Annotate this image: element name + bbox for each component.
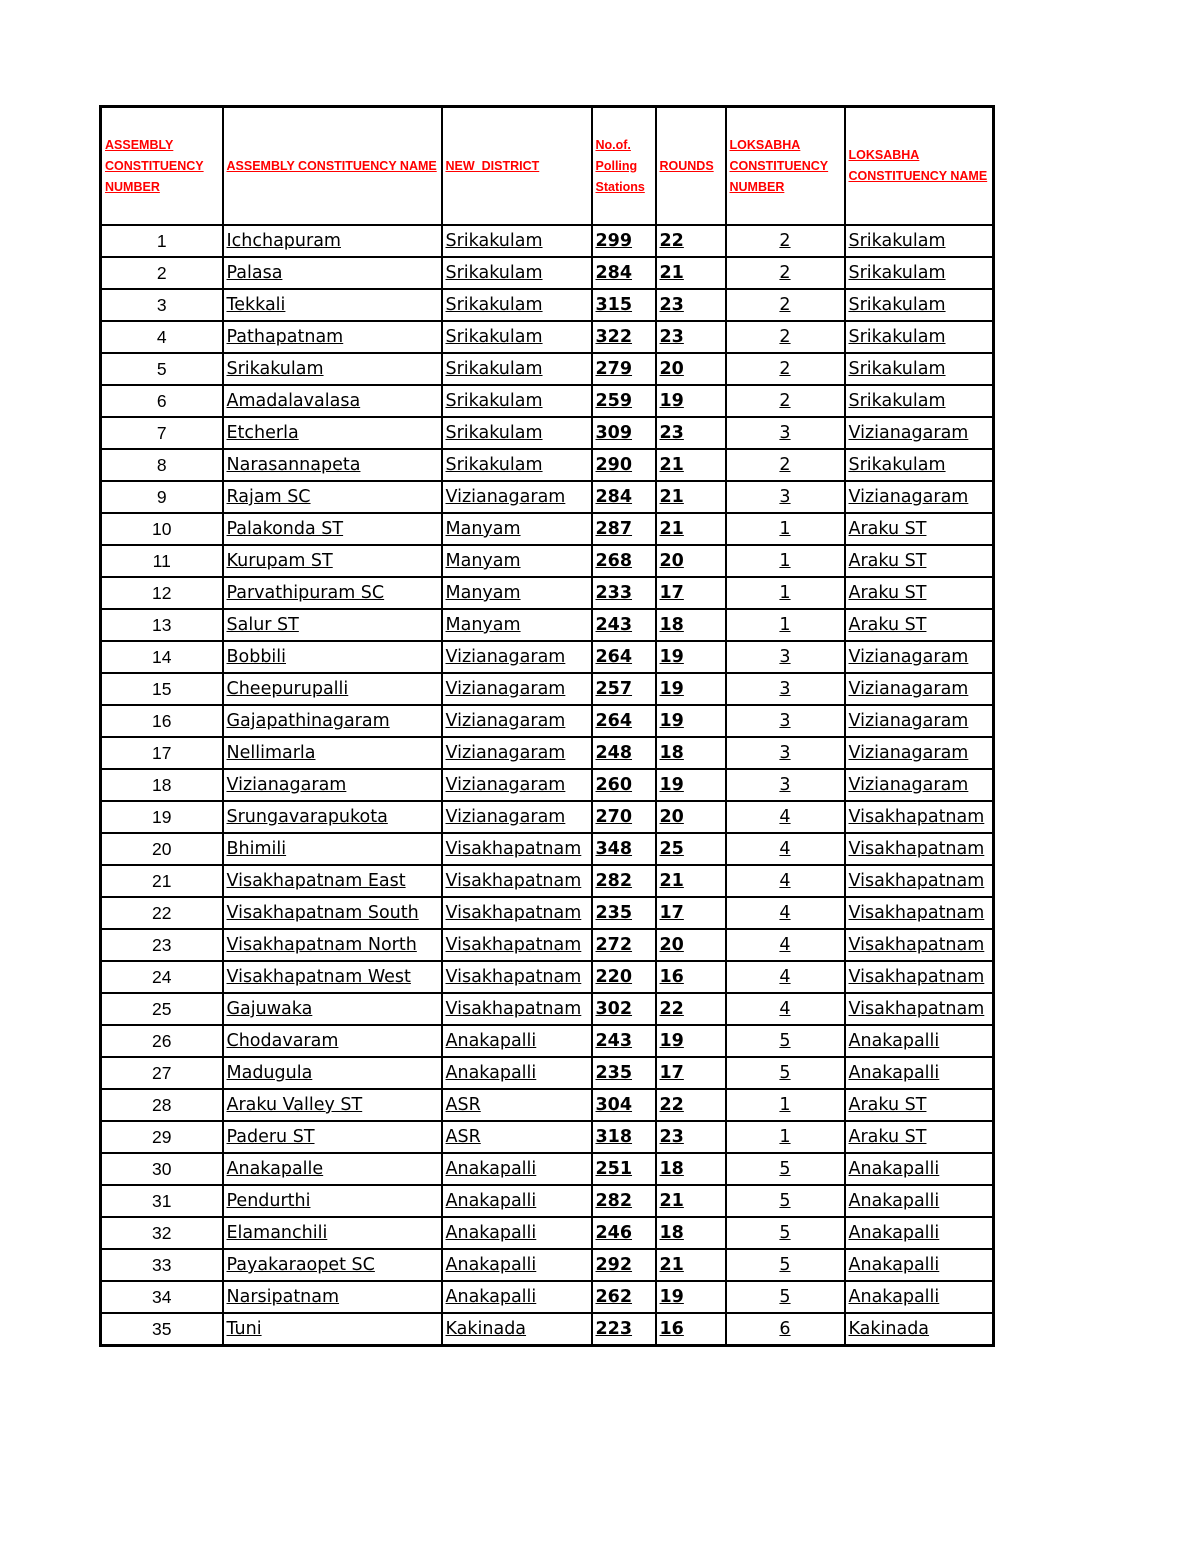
ls-number-cell: 3 bbox=[726, 769, 845, 801]
ac-number-cell: 5 bbox=[101, 353, 223, 385]
table-row bbox=[101, 833, 994, 865]
ac-name-cell: Rajam SC bbox=[223, 481, 442, 513]
polling-stations-cell: 284 bbox=[592, 481, 656, 513]
ac-number-cell: 18 bbox=[101, 769, 223, 801]
polling-stations-cell: 260 bbox=[592, 769, 656, 801]
ac-name-cell: Pendurthi bbox=[223, 1185, 442, 1217]
ac-number-cell: 9 bbox=[101, 481, 223, 513]
rounds-cell: 16 bbox=[656, 1313, 726, 1346]
ac-name-cell: Tuni bbox=[223, 1313, 442, 1346]
rounds-cell: 20 bbox=[656, 801, 726, 833]
district-cell: Anakapalli bbox=[442, 1281, 592, 1313]
ls-name-cell: Visakhapatnam bbox=[845, 865, 994, 897]
ac-name-cell: Bobbili bbox=[223, 641, 442, 673]
ac-name-cell: Srungavarapukota bbox=[223, 801, 442, 833]
rounds-cell: 20 bbox=[656, 353, 726, 385]
ac-name-cell: Cheepurupalli bbox=[223, 673, 442, 705]
table-row bbox=[101, 1121, 994, 1153]
ac-name-cell: Araku Valley ST bbox=[223, 1089, 442, 1121]
ls-number-cell: 5 bbox=[726, 1025, 845, 1057]
ls-number-cell: 2 bbox=[726, 225, 845, 257]
table-body bbox=[101, 225, 994, 1346]
polling-stations-cell: 318 bbox=[592, 1121, 656, 1153]
ac-name-cell: Parvathipuram SC bbox=[223, 577, 442, 609]
polling-stations-cell: 279 bbox=[592, 353, 656, 385]
polling-stations-cell: 292 bbox=[592, 1249, 656, 1281]
header-district bbox=[442, 107, 592, 226]
ls-number-cell: 4 bbox=[726, 801, 845, 833]
polling-stations-cell: 235 bbox=[592, 897, 656, 929]
rounds-cell: 19 bbox=[656, 641, 726, 673]
table-row bbox=[101, 1313, 994, 1346]
ls-number-cell: 1 bbox=[726, 545, 845, 577]
ls-name-cell: Anakapalli bbox=[845, 1025, 994, 1057]
ac-name-cell: Anakapalle bbox=[223, 1153, 442, 1185]
rounds-cell: 23 bbox=[656, 1121, 726, 1153]
rounds-cell: 17 bbox=[656, 897, 726, 929]
ac-number-cell: 10 bbox=[101, 513, 223, 545]
district-cell: Srikakulam bbox=[442, 321, 592, 353]
ls-number-cell: 5 bbox=[726, 1217, 845, 1249]
district-cell: Srikakulam bbox=[442, 225, 592, 257]
rounds-cell: 17 bbox=[656, 577, 726, 609]
ls-number-cell: 5 bbox=[726, 1185, 845, 1217]
ls-number-cell: 4 bbox=[726, 961, 845, 993]
ls-number-cell: 4 bbox=[726, 865, 845, 897]
ac-number-cell: 27 bbox=[101, 1057, 223, 1089]
table-row bbox=[101, 1281, 994, 1313]
ac-name-cell: Amadalavalasa bbox=[223, 385, 442, 417]
ac-number-cell: 17 bbox=[101, 737, 223, 769]
table-row bbox=[101, 801, 994, 833]
header-ls-name bbox=[845, 107, 994, 226]
polling-stations-cell: 282 bbox=[592, 865, 656, 897]
ls-name-cell: Araku ST bbox=[845, 1121, 994, 1153]
district-cell: Vizianagaram bbox=[442, 641, 592, 673]
rounds-cell: 21 bbox=[656, 481, 726, 513]
ls-name-cell: Vizianagaram bbox=[845, 737, 994, 769]
header-ls-number bbox=[726, 107, 845, 226]
ac-number-cell: 35 bbox=[101, 1313, 223, 1346]
polling-stations-cell: 246 bbox=[592, 1217, 656, 1249]
rounds-cell: 18 bbox=[656, 1153, 726, 1185]
table-row bbox=[101, 481, 994, 513]
ls-number-cell: 1 bbox=[726, 1121, 845, 1153]
ac-number-cell: 15 bbox=[101, 673, 223, 705]
ls-number-cell: 5 bbox=[726, 1057, 845, 1089]
district-cell: Anakapalli bbox=[442, 1153, 592, 1185]
rounds-cell: 21 bbox=[656, 865, 726, 897]
table-row bbox=[101, 417, 994, 449]
table-row bbox=[101, 641, 994, 673]
ac-name-cell: Bhimili bbox=[223, 833, 442, 865]
ac-number-cell: 8 bbox=[101, 449, 223, 481]
ac-number-cell: 16 bbox=[101, 705, 223, 737]
ls-number-cell: 5 bbox=[726, 1153, 845, 1185]
polling-stations-cell: 304 bbox=[592, 1089, 656, 1121]
district-cell: Anakapalli bbox=[442, 1217, 592, 1249]
polling-stations-cell: 223 bbox=[592, 1313, 656, 1346]
ac-name-cell: Etcherla bbox=[223, 417, 442, 449]
header-ac-number-label: ASSEMBLY CONSTITUENCY NUMBER bbox=[105, 137, 204, 194]
ac-number-cell: 13 bbox=[101, 609, 223, 641]
ac-name-cell: Gajapathinagaram bbox=[223, 705, 442, 737]
ac-name-cell: Tekkali bbox=[223, 289, 442, 321]
district-cell: Vizianagaram bbox=[442, 673, 592, 705]
ac-number-cell: 29 bbox=[101, 1121, 223, 1153]
rounds-cell: 22 bbox=[656, 1089, 726, 1121]
district-cell: Vizianagaram bbox=[442, 705, 592, 737]
district-cell: Vizianagaram bbox=[442, 737, 592, 769]
ac-number-cell: 23 bbox=[101, 929, 223, 961]
district-cell: Srikakulam bbox=[442, 417, 592, 449]
table-row bbox=[101, 1217, 994, 1249]
ac-number-cell: 30 bbox=[101, 1153, 223, 1185]
rounds-cell: 21 bbox=[656, 449, 726, 481]
ls-name-cell: Araku ST bbox=[845, 577, 994, 609]
ac-number-cell: 22 bbox=[101, 897, 223, 929]
header-row bbox=[101, 107, 994, 226]
table-row bbox=[101, 673, 994, 705]
rounds-cell: 21 bbox=[656, 513, 726, 545]
table-row bbox=[101, 1153, 994, 1185]
district-cell: Vizianagaram bbox=[442, 769, 592, 801]
polling-stations-cell: 233 bbox=[592, 577, 656, 609]
ac-number-cell: 34 bbox=[101, 1281, 223, 1313]
polling-stations-cell: 322 bbox=[592, 321, 656, 353]
table-row bbox=[101, 1185, 994, 1217]
ac-number-cell: 1 bbox=[101, 225, 223, 257]
ls-name-cell: Vizianagaram bbox=[845, 641, 994, 673]
table-row bbox=[101, 225, 994, 257]
constituency-table bbox=[99, 105, 995, 1347]
ls-name-cell: Srikakulam bbox=[845, 289, 994, 321]
ac-number-cell: 2 bbox=[101, 257, 223, 289]
header-rounds bbox=[656, 107, 726, 226]
district-cell: Anakapalli bbox=[442, 1249, 592, 1281]
ls-name-cell: Anakapalli bbox=[845, 1185, 994, 1217]
district-cell: Manyam bbox=[442, 513, 592, 545]
district-cell: ASR bbox=[442, 1121, 592, 1153]
rounds-cell: 18 bbox=[656, 609, 726, 641]
table-row bbox=[101, 321, 994, 353]
rounds-cell: 19 bbox=[656, 769, 726, 801]
ac-number-cell: 20 bbox=[101, 833, 223, 865]
table-row bbox=[101, 737, 994, 769]
ac-name-cell: Narasannapeta bbox=[223, 449, 442, 481]
ls-number-cell: 3 bbox=[726, 641, 845, 673]
polling-stations-cell: 251 bbox=[592, 1153, 656, 1185]
rounds-cell: 19 bbox=[656, 673, 726, 705]
ac-name-cell: Ichchapuram bbox=[223, 225, 442, 257]
ac-name-cell: Pathapatnam bbox=[223, 321, 442, 353]
ac-number-cell: 12 bbox=[101, 577, 223, 609]
rounds-cell: 17 bbox=[656, 1057, 726, 1089]
ls-name-cell: Araku ST bbox=[845, 609, 994, 641]
ls-name-cell: Srikakulam bbox=[845, 385, 994, 417]
ls-number-cell: 4 bbox=[726, 897, 845, 929]
ls-number-cell: 1 bbox=[726, 513, 845, 545]
polling-stations-cell: 220 bbox=[592, 961, 656, 993]
rounds-cell: 20 bbox=[656, 929, 726, 961]
ls-name-cell: Visakhapatnam bbox=[845, 833, 994, 865]
rounds-cell: 18 bbox=[656, 1217, 726, 1249]
ac-number-cell: 19 bbox=[101, 801, 223, 833]
district-cell: Manyam bbox=[442, 609, 592, 641]
polling-stations-cell: 287 bbox=[592, 513, 656, 545]
ls-name-cell: Kakinada bbox=[845, 1313, 994, 1346]
ac-number-cell: 32 bbox=[101, 1217, 223, 1249]
ac-name-cell: Madugula bbox=[223, 1057, 442, 1089]
ls-number-cell: 1 bbox=[726, 609, 845, 641]
ls-number-cell: 4 bbox=[726, 833, 845, 865]
district-cell: Vizianagaram bbox=[442, 801, 592, 833]
ls-name-cell: Anakapalli bbox=[845, 1217, 994, 1249]
ls-name-cell: Srikakulam bbox=[845, 225, 994, 257]
ls-number-cell: 3 bbox=[726, 705, 845, 737]
ac-name-cell: Nellimarla bbox=[223, 737, 442, 769]
ls-name-cell: Srikakulam bbox=[845, 353, 994, 385]
ls-name-cell: Vizianagaram bbox=[845, 417, 994, 449]
ac-number-cell: 3 bbox=[101, 289, 223, 321]
ls-name-cell: Anakapalli bbox=[845, 1249, 994, 1281]
table-row bbox=[101, 289, 994, 321]
district-cell: Anakapalli bbox=[442, 1185, 592, 1217]
rounds-cell: 23 bbox=[656, 321, 726, 353]
polling-stations-cell: 290 bbox=[592, 449, 656, 481]
ls-number-cell: 3 bbox=[726, 737, 845, 769]
ac-name-cell: Elamanchili bbox=[223, 1217, 442, 1249]
rounds-cell: 19 bbox=[656, 1025, 726, 1057]
ac-name-cell: Paderu ST bbox=[223, 1121, 442, 1153]
rounds-cell: 18 bbox=[656, 737, 726, 769]
district-cell: Srikakulam bbox=[442, 257, 592, 289]
table-row bbox=[101, 769, 994, 801]
ac-number-cell: 6 bbox=[101, 385, 223, 417]
district-cell: Visakhapatnam bbox=[442, 929, 592, 961]
ls-name-cell: Visakhapatnam bbox=[845, 801, 994, 833]
district-cell: Visakhapatnam bbox=[442, 833, 592, 865]
ac-number-cell: 14 bbox=[101, 641, 223, 673]
polling-stations-cell: 282 bbox=[592, 1185, 656, 1217]
district-cell: Srikakulam bbox=[442, 289, 592, 321]
district-cell: Srikakulam bbox=[442, 449, 592, 481]
header-ac-name-label: ASSEMBLY CONSTITUENCY NAME bbox=[226, 158, 437, 173]
header-ac-name bbox=[223, 107, 442, 226]
table-row bbox=[101, 1089, 994, 1121]
rounds-cell: 21 bbox=[656, 1249, 726, 1281]
ac-number-cell: 33 bbox=[101, 1249, 223, 1281]
rounds-cell: 22 bbox=[656, 225, 726, 257]
rounds-cell: 16 bbox=[656, 961, 726, 993]
header-rounds-label: ROUNDS bbox=[659, 158, 714, 173]
ac-number-cell: 26 bbox=[101, 1025, 223, 1057]
ls-name-cell: Anakapalli bbox=[845, 1281, 994, 1313]
table-row bbox=[101, 609, 994, 641]
table-row bbox=[101, 1057, 994, 1089]
ls-name-cell: Visakhapatnam bbox=[845, 993, 994, 1025]
district-cell: Visakhapatnam bbox=[442, 961, 592, 993]
district-cell: Vizianagaram bbox=[442, 481, 592, 513]
district-cell: Srikakulam bbox=[442, 385, 592, 417]
ac-name-cell: Visakhapatnam West bbox=[223, 961, 442, 993]
polling-stations-cell: 264 bbox=[592, 705, 656, 737]
rounds-cell: 25 bbox=[656, 833, 726, 865]
table-row bbox=[101, 513, 994, 545]
table-row bbox=[101, 1249, 994, 1281]
polling-stations-cell: 309 bbox=[592, 417, 656, 449]
polling-stations-cell: 259 bbox=[592, 385, 656, 417]
ac-number-cell: 24 bbox=[101, 961, 223, 993]
ls-name-cell: Srikakulam bbox=[845, 257, 994, 289]
rounds-cell: 21 bbox=[656, 257, 726, 289]
ls-number-cell: 1 bbox=[726, 577, 845, 609]
ac-number-cell: 7 bbox=[101, 417, 223, 449]
ls-name-cell: Anakapalli bbox=[845, 1153, 994, 1185]
polling-stations-cell: 248 bbox=[592, 737, 656, 769]
polling-stations-cell: 302 bbox=[592, 993, 656, 1025]
ac-name-cell: Narsipatnam bbox=[223, 1281, 442, 1313]
district-cell: Srikakulam bbox=[442, 353, 592, 385]
ac-name-cell: Chodavaram bbox=[223, 1025, 442, 1057]
rounds-cell: 22 bbox=[656, 993, 726, 1025]
table-row bbox=[101, 353, 994, 385]
ls-number-cell: 6 bbox=[726, 1313, 845, 1346]
table-row bbox=[101, 385, 994, 417]
ls-number-cell: 1 bbox=[726, 1089, 845, 1121]
ac-number-cell: 28 bbox=[101, 1089, 223, 1121]
ac-number-cell: 21 bbox=[101, 865, 223, 897]
ls-number-cell: 5 bbox=[726, 1249, 845, 1281]
ls-name-cell: Visakhapatnam bbox=[845, 897, 994, 929]
ac-number-cell: 25 bbox=[101, 993, 223, 1025]
polling-stations-cell: 257 bbox=[592, 673, 656, 705]
ls-name-cell: Araku ST bbox=[845, 545, 994, 577]
ac-name-cell: Palakonda ST bbox=[223, 513, 442, 545]
ls-number-cell: 2 bbox=[726, 289, 845, 321]
header-polling-label: No.of. Polling Stations bbox=[595, 137, 645, 194]
polling-stations-cell: 315 bbox=[592, 289, 656, 321]
rounds-cell: 19 bbox=[656, 1281, 726, 1313]
table-row bbox=[101, 897, 994, 929]
district-cell: Anakapalli bbox=[442, 1057, 592, 1089]
polling-stations-cell: 284 bbox=[592, 257, 656, 289]
ls-name-cell: Araku ST bbox=[845, 1089, 994, 1121]
rounds-cell: 23 bbox=[656, 417, 726, 449]
ac-name-cell: Palasa bbox=[223, 257, 442, 289]
polling-stations-cell: 299 bbox=[592, 225, 656, 257]
table-row bbox=[101, 449, 994, 481]
table-row bbox=[101, 961, 994, 993]
ls-number-cell: 3 bbox=[726, 481, 845, 513]
ac-number-cell: 31 bbox=[101, 1185, 223, 1217]
ls-number-cell: 4 bbox=[726, 993, 845, 1025]
polling-stations-cell: 243 bbox=[592, 609, 656, 641]
ac-name-cell: Srikakulam bbox=[223, 353, 442, 385]
ls-number-cell: 3 bbox=[726, 417, 845, 449]
ls-name-cell: Araku ST bbox=[845, 513, 994, 545]
ac-name-cell: Salur ST bbox=[223, 609, 442, 641]
ls-number-cell: 5 bbox=[726, 1281, 845, 1313]
district-cell: Visakhapatnam bbox=[442, 865, 592, 897]
ac-number-cell: 11 bbox=[101, 545, 223, 577]
district-cell: Manyam bbox=[442, 577, 592, 609]
rounds-cell: 23 bbox=[656, 289, 726, 321]
table-row bbox=[101, 257, 994, 289]
ac-name-cell: Visakhapatnam North bbox=[223, 929, 442, 961]
ls-name-cell: Srikakulam bbox=[845, 449, 994, 481]
ls-name-cell: Visakhapatnam bbox=[845, 961, 994, 993]
ls-number-cell: 2 bbox=[726, 449, 845, 481]
ac-name-cell: Visakhapatnam South bbox=[223, 897, 442, 929]
polling-stations-cell: 243 bbox=[592, 1025, 656, 1057]
ls-name-cell: Vizianagaram bbox=[845, 481, 994, 513]
ls-name-cell: Vizianagaram bbox=[845, 705, 994, 737]
ls-number-cell: 2 bbox=[726, 353, 845, 385]
ls-number-cell: 3 bbox=[726, 673, 845, 705]
ls-number-cell: 2 bbox=[726, 321, 845, 353]
ls-number-cell: 4 bbox=[726, 929, 845, 961]
district-cell: Kakinada bbox=[442, 1313, 592, 1346]
ls-name-cell: Anakapalli bbox=[845, 1057, 994, 1089]
table-row bbox=[101, 865, 994, 897]
district-cell: Visakhapatnam bbox=[442, 897, 592, 929]
ac-name-cell: Gajuwaka bbox=[223, 993, 442, 1025]
polling-stations-cell: 268 bbox=[592, 545, 656, 577]
table-row bbox=[101, 1025, 994, 1057]
district-cell: Visakhapatnam bbox=[442, 993, 592, 1025]
header-ls-name-label: LOKSABHA CONSTITUENCY NAME bbox=[848, 148, 988, 183]
table-row bbox=[101, 545, 994, 577]
polling-stations-cell: 348 bbox=[592, 833, 656, 865]
table-row bbox=[101, 577, 994, 609]
district-cell: Manyam bbox=[442, 545, 592, 577]
ls-number-cell: 2 bbox=[726, 385, 845, 417]
rounds-cell: 19 bbox=[656, 705, 726, 737]
polling-stations-cell: 235 bbox=[592, 1057, 656, 1089]
header-ls-number-label: LOKSABHA CONSTITUENCY NUMBER bbox=[729, 137, 829, 194]
ac-name-cell: Kurupam ST bbox=[223, 545, 442, 577]
ls-name-cell: Vizianagaram bbox=[845, 769, 994, 801]
polling-stations-cell: 270 bbox=[592, 801, 656, 833]
ls-name-cell: Visakhapatnam bbox=[845, 929, 994, 961]
ac-name-cell: Vizianagaram bbox=[223, 769, 442, 801]
table-row bbox=[101, 929, 994, 961]
ls-name-cell: Vizianagaram bbox=[845, 673, 994, 705]
rounds-cell: 19 bbox=[656, 385, 726, 417]
ls-name-cell: Srikakulam bbox=[845, 321, 994, 353]
table-row bbox=[101, 993, 994, 1025]
ac-name-cell: Payakaraopet SC bbox=[223, 1249, 442, 1281]
ls-number-cell: 2 bbox=[726, 257, 845, 289]
district-cell: Anakapalli bbox=[442, 1025, 592, 1057]
header-district-label: NEW DISTRICT bbox=[445, 158, 540, 173]
header-ac-number bbox=[101, 107, 223, 226]
ac-number-cell: 4 bbox=[101, 321, 223, 353]
rounds-cell: 21 bbox=[656, 1185, 726, 1217]
header-polling bbox=[592, 107, 656, 226]
polling-stations-cell: 264 bbox=[592, 641, 656, 673]
district-cell: ASR bbox=[442, 1089, 592, 1121]
rounds-cell: 20 bbox=[656, 545, 726, 577]
ac-name-cell: Visakhapatnam East bbox=[223, 865, 442, 897]
polling-stations-cell: 262 bbox=[592, 1281, 656, 1313]
table-row bbox=[101, 705, 994, 737]
polling-stations-cell: 272 bbox=[592, 929, 656, 961]
